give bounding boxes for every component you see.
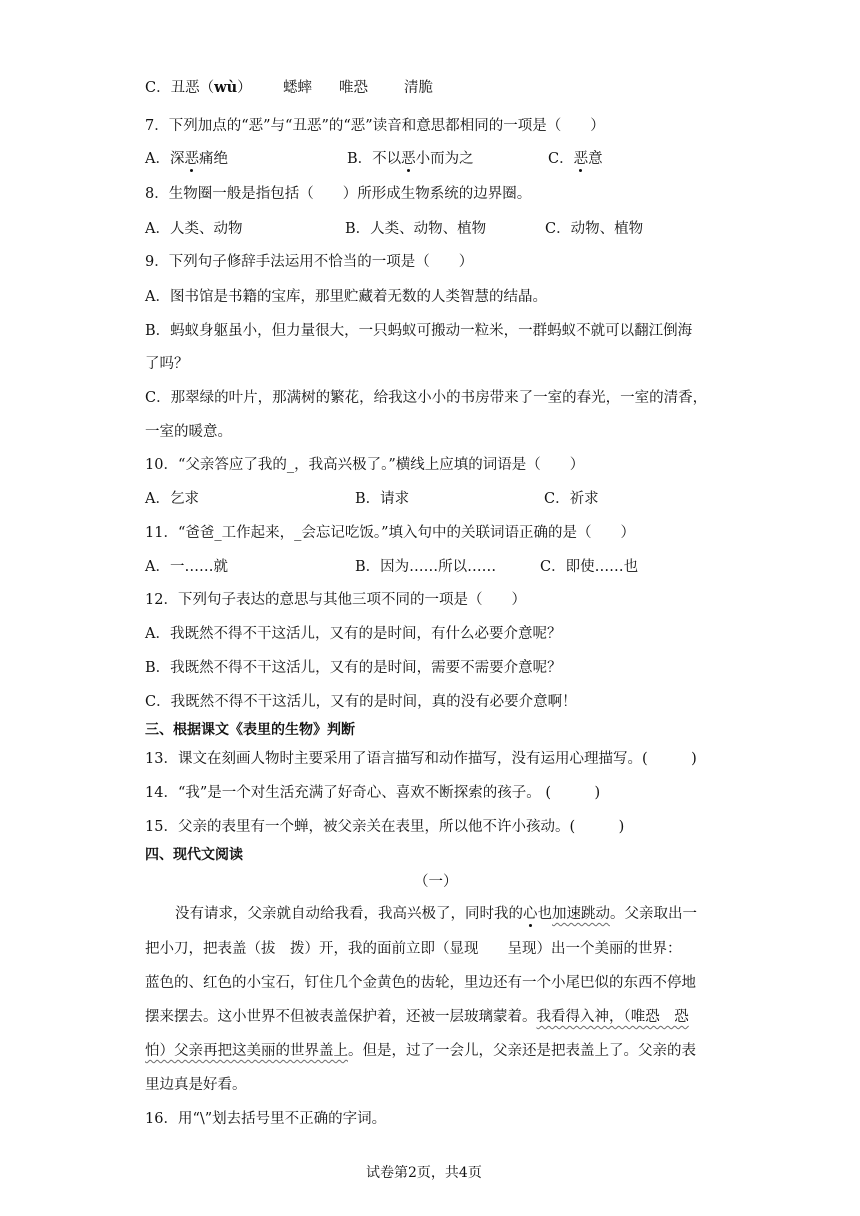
q7-a-post: 痛绝	[198, 151, 228, 167]
q12-option-c: C．我既然不得不干这活儿，又有的是时间，真的没有必要介意啊！	[145, 694, 577, 710]
q10-stem: 10．“父亲答应了我的_，我高兴极了。”横线上应填的词语是（ ）	[145, 457, 585, 473]
passage-line-1-pre: 没有请求，父亲就自动给我看，我高兴极了，同时我	[175, 906, 509, 922]
q10-option-c: C．祈求	[544, 491, 599, 507]
q13: 13．课文在刻画人物时主要采用了语言描写和动作描写，没有运用心理描写。( )	[145, 751, 697, 767]
q6-option-c-pinyin: wù	[214, 79, 238, 96]
q9-option-c-line1: C．那翠绿的叶片，那满树的繁花，给我这小小的书房带来了一室的春光，一室的清香，	[145, 390, 708, 406]
q9-stem: 9．下列句子修辞手法运用不恰当的一项是（ ）	[145, 254, 474, 270]
passage-line-4-pre: 摆来摆去。这小世界不但被表盖保护着，还被一层玻璃蒙着。	[145, 1009, 537, 1025]
q12-option-b: B．我既然不得不干这活儿，又有的是时间，需要不需要介意呢？	[145, 660, 562, 676]
section-3-title: 三、根据课文《表里的生物》判断	[145, 722, 355, 738]
q6-option-c-close: ）	[237, 80, 252, 96]
q6-word-3: 清脆	[404, 80, 433, 96]
q6-option-c	[145, 78, 252, 98]
q7-b-dot: 恶	[401, 151, 416, 167]
passage-line-4	[145, 1007, 689, 1027]
passage-line-1	[175, 904, 697, 924]
passage-line-4-wavy: 我看得入神，（唯恐 恐	[536, 1009, 689, 1025]
q7-option-a	[145, 149, 228, 169]
q7-c-dot: 恶	[573, 151, 589, 167]
q11-stem: 11．“爸爸_工作起来，_会忘记吃饭。”填入句中的关联词语正确的是（ ）	[145, 525, 636, 541]
q7-b-pre: B．不以	[347, 151, 402, 167]
q7-b-post: 小而为之	[415, 151, 474, 167]
q9-option-b-line1: B．蚂蚁身躯虽小，但力量很大，一只蚂蚁可搬动一粒米，一群蚂蚁不就可以翻江倒海	[145, 323, 693, 339]
passage-line-3: 蓝色的、红色的小宝石，钉住几个金黄色的齿轮，里边还有一个小尾巴似的东西不停地	[145, 975, 696, 991]
q7-c-pre: C．	[548, 151, 574, 167]
passage-subtitle: （一）	[414, 874, 458, 890]
passage-line-1-dot: 的心也	[508, 906, 552, 922]
q12-option-a: A．我既然不得不干这活儿，又有的是时间，有什么必要介意呢？	[145, 626, 562, 642]
q8-option-c: C．动物、植物	[545, 221, 644, 237]
q9-option-a: A．图书馆是书籍的宝库，那里贮藏着无数的人类智慧的结晶。	[145, 289, 547, 305]
passage-line-2: 把小刀，把表盖（拔 拨）开，我的面前立即（显现 呈现）出一个美丽的世界：	[145, 941, 682, 957]
q16: 16．用“\”划去括号里不正确的字词。	[145, 1111, 387, 1127]
q12-stem: 12．下列句子表达的意思与其他三项不同的一项是（ ）	[145, 592, 526, 608]
q6-option-c-label: C．丑恶（	[145, 80, 215, 96]
passage-line-5	[145, 1041, 696, 1061]
q9-option-b-line2: 了吗？	[145, 356, 189, 372]
q7-a-dot: 恶	[184, 151, 199, 167]
q8-stem: 8．生物圈一般是指包括（ ）所形成生物系统的边界圈。	[145, 186, 532, 202]
q15: 15．父亲的表里有一个蝉，被父亲关在表里，所以他不许小孩动。( )	[145, 819, 625, 835]
passage-line-1-wavy: 加速跳动	[552, 906, 610, 922]
q8-option-a: A．人类、动物	[145, 221, 243, 237]
q7-c-post: 意	[588, 151, 603, 167]
section-4-title: 四、现代文阅读	[145, 847, 243, 863]
q14: 14．“我”是一个对生活充满了好奇心、喜欢不断探索的孩子。 ( )	[145, 785, 601, 801]
q9-option-c-line2: 一室的暖意。	[145, 424, 232, 440]
q11-option-b: B．因为……所以……	[355, 559, 497, 575]
passage-line-5-wavy: 怕）父亲再把这美丽的世界盖上	[145, 1043, 348, 1059]
q7-option-b	[347, 149, 474, 169]
q6-word-1: 蟋蟀	[283, 80, 312, 96]
q10-option-b: B．请求	[355, 491, 410, 507]
q7-a-pre: A．深	[145, 151, 185, 167]
passage-line-5-post: 。但是，过了一会儿，父亲还是把表盖上了。父亲的表	[348, 1043, 696, 1059]
q11-option-a: A．一……就	[145, 559, 228, 575]
q10-option-a: A．乞求	[145, 491, 199, 507]
page-footer: 试卷第2页，共4页	[366, 1165, 482, 1181]
q8-option-b: B．人类、动物、植物	[345, 221, 487, 237]
q6-word-2: 唯恐	[339, 80, 368, 96]
passage-line-1-post: 。父亲取出一	[610, 906, 697, 922]
q7-option-c	[548, 149, 603, 169]
q7-stem: 7．下列加点的“恶”与“丑恶”的“恶”读音和意思都相同的一项是（ ）	[145, 118, 605, 134]
q11-option-c: C．即使……也	[540, 559, 639, 575]
passage-line-6: 里边真是好看。	[145, 1077, 247, 1093]
